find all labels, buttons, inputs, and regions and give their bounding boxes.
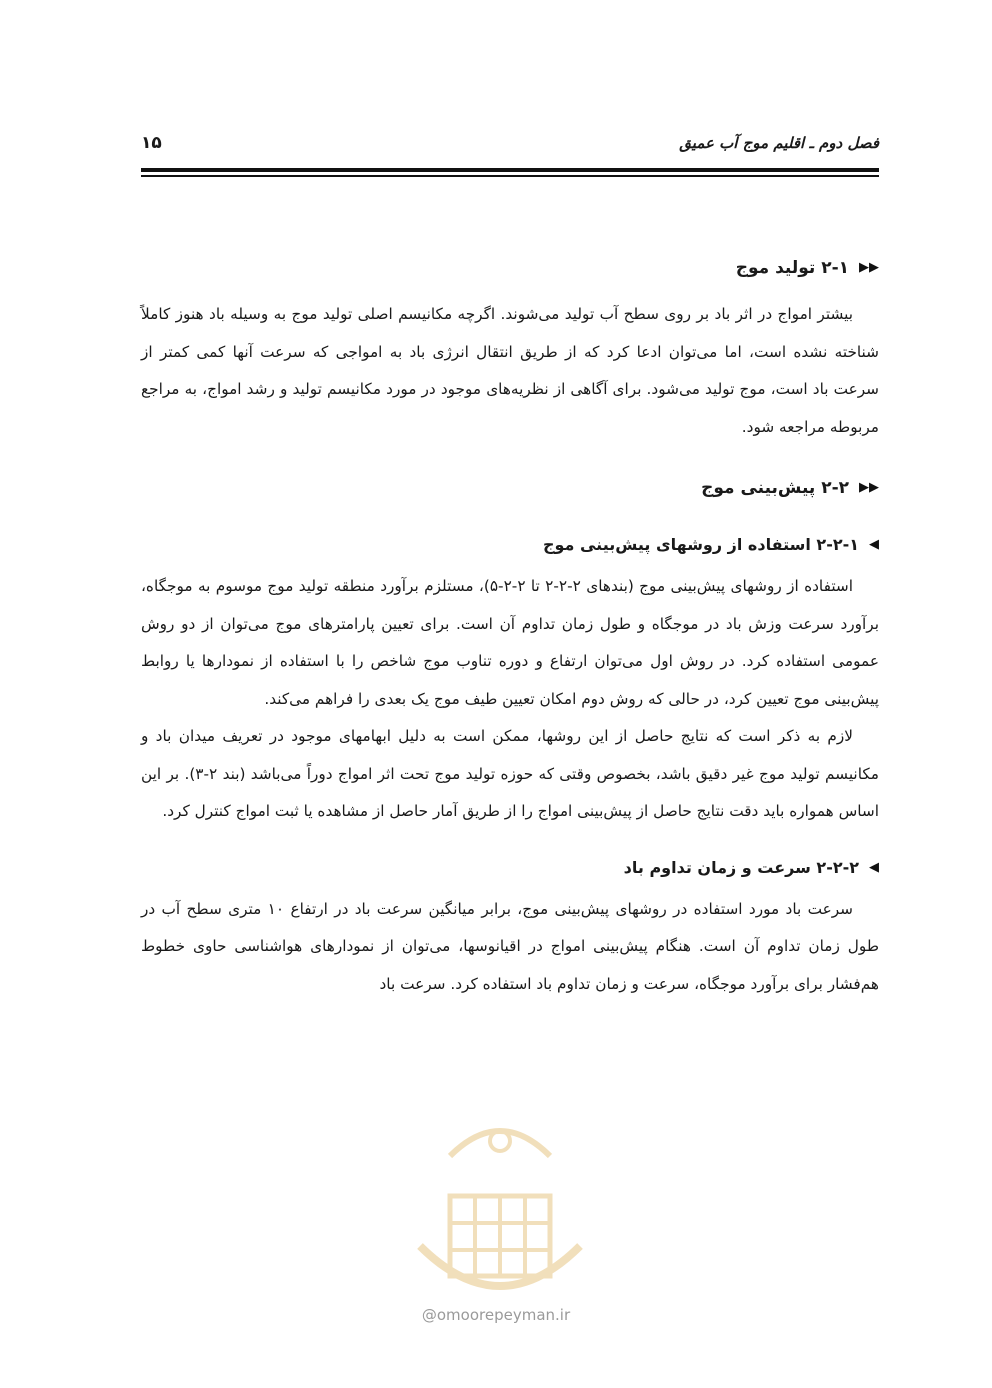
section-title-2-1: ۲-۱ تولید موج: [735, 258, 849, 278]
triangle-bullet-icon: ◀: [869, 859, 879, 875]
header-rule-thin: [141, 175, 879, 177]
double-chevron-icon: ▶▶: [859, 480, 879, 495]
subsection-heading-2-2-2: [141, 849, 879, 887]
page-number: ۱۵: [141, 133, 162, 153]
chapter-title: فصل دوم ـ اقلیم موج آب عمیق: [679, 134, 879, 152]
paragraph-2-2-1-b: لازم به ذکر است که نتایج حاصل از این روشها، ممکن است به دلیل ابهامهای موجود در تعریف میدان باد و مکانیسم تولید موج غیر دقیق باشد، بخصوص وقتی که حوزه تولید موج تحت اثر امواج دوراً می‌باشد (بند ۲-۳). بر این اساس همواره باید دقت نتایج حاصل از پیش‌بینی امواج را از طریق آمار حاصل از مشاهده یا ثبت امواج کنترل کرد.: [141, 727, 879, 820]
subsection-title-2-2-2: ۲-۲-۲ سرعت و زمان تداوم باد: [623, 857, 859, 877]
paragraph-2-2-2: سرعت باد مورد استفاده در روشهای پیش‌بینی موج، برابر میانگین سرعت باد در ارتفاع ۱۰ متری سطح آب در طول زمان تداوم آن است. هنگام پیش‌بینی امواج در اقیانوسها، می‌توان از نمودارهای هواشناسی حاوی خطوط هم‌فشار برای برآورد موجگاه، سرعت و زمان تداوم باد استفاده کرد. سرعت باد: [141, 899, 879, 993]
paragraph-2-2-1-a: استفاده از روشهای پیش‌بینی موج (بندهای ۲-۲-۲ تا ۲-۲-۵)، مستلزم برآورد منطقه تولید موج موسوم به موجگاه، برآورد سرعت وزش باد در موجگاه و طول زمان تداوم آن است. برای تعیین پارامترهای موج می‌توان از دو روش عمومی استفاده کرد. در روش اول می‌توان ارتفاع و دوره تناوب موج شاخص را با استفاده از نمودارها یا روابط پیش‌بینی موج تعیین کرد، در حالی که روش دوم امکان تعیین طیف موج یک بعدی را فراهم می‌کند.: [141, 577, 879, 708]
page-content: [141, 248, 879, 1003]
triangle-bullet-icon: ◀: [869, 537, 879, 552]
watermark-logo: [380, 1096, 620, 1316]
section-heading-2-1: [141, 248, 879, 288]
watermark-url: @omoorepeyman.ir: [421, 1306, 571, 1324]
section-title-2-2: ۲-۲ پیش‌بینی موج: [701, 478, 849, 498]
subsection-title-2-2-1: ۲-۲-۱ استفاده از روشهای پیش‌بینی موج: [542, 535, 859, 554]
header-rule-thick: [141, 168, 879, 172]
section-heading-2-2: [141, 468, 879, 508]
subsection-heading-2-2-1: [141, 526, 879, 564]
paragraph-2-1: بیشتر امواج در اثر باد بر روی سطح آب تولید می‌شوند. اگرچه مکانیسم اصلی تولید موج به وسیله باد هنوز کاملاً شناخته نشده است، اما می‌توان ادعا کرد که از طریق انتقال انرژی باد به امواجی که سرعت آنها کمی کمتر از سرعت باد است، موج تولید می‌شود. برای آگاهی از نظریه‌های موجود در مورد مکانیسم تولید و رشد امواج، به مراجع مربوطه مراجعه شود.: [141, 305, 879, 436]
double-chevron-icon: ▶▶: [859, 260, 879, 275]
running-header: [141, 128, 879, 158]
